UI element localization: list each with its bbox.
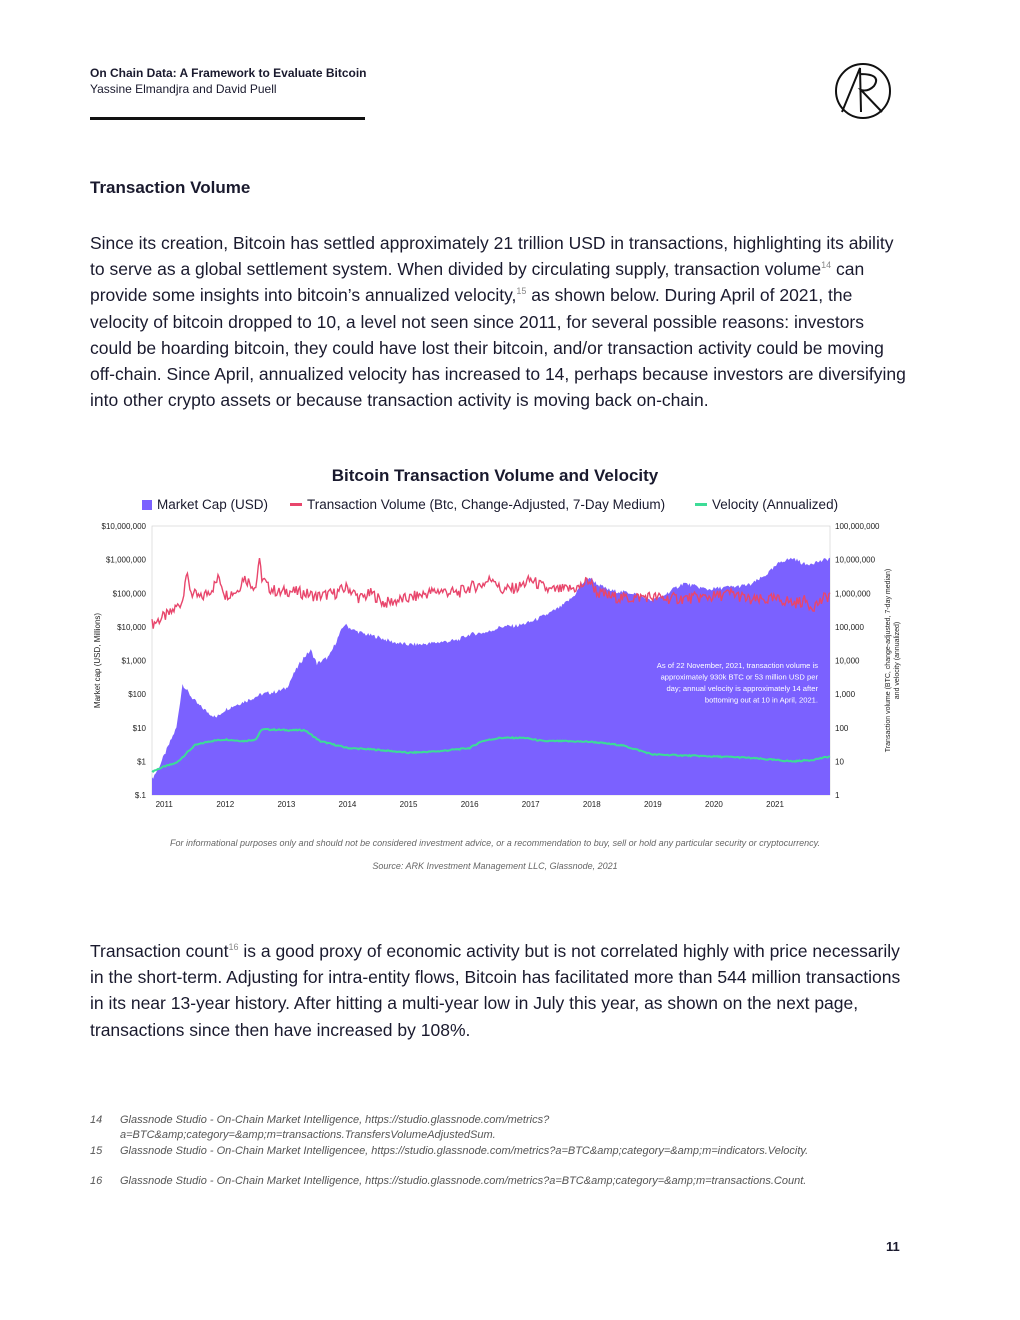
document-title: On Chain Data: A Framework to Evaluate Bitcoin [90, 66, 367, 80]
y-left-tick-label: $10 [132, 723, 146, 733]
legend-swatch-velocity [695, 503, 707, 506]
legend-swatch-market-cap [142, 500, 152, 510]
x-tick-label: 2019 [643, 800, 662, 809]
y-right-tick-label: 1 [835, 791, 840, 800]
chart-title: Bitcoin Transaction Volume and Velocity [331, 466, 659, 485]
y-right-tick-label: 10 [835, 757, 844, 767]
footnote-ref-14[interactable]: 14 [821, 260, 832, 271]
y-left-tick-label: $1,000 [121, 656, 146, 666]
velocity-chart [86, 516, 916, 816]
y-right-tick-label: 1,000,000 [835, 589, 871, 599]
footnote-ref-15[interactable]: 15 [516, 286, 527, 297]
x-tick-label: 2018 [582, 800, 601, 809]
x-tick-label: 2015 [399, 800, 418, 809]
ark-logo-icon [834, 62, 892, 120]
y-left-tick-label: $.1 [134, 791, 146, 800]
y-left-tick-label: $1 [137, 757, 146, 767]
disclaimer: For informational purposes only and should not be considered investment advice, or a recommendation to buy, sell or hold any particular security or cryptocurrency. [170, 838, 820, 848]
footnote-ref-16[interactable]: 16 [228, 942, 239, 953]
legend-market-cap: Market Cap (USD) [142, 497, 268, 512]
header-rule [90, 117, 365, 120]
x-tick-label: 2016 [460, 800, 479, 809]
paragraph-velocity: Since its creation, Bitcoin has settled approximately 21 trillion USD in transactions, highlighting its ability to serve as a global settlement system. When divided by circulating supply, transaction volume$^{14}$ can provide some insights into bitcoin’s annualized velocity,$^{15}$ as shown below. During April of 2021, the velocity of bitcoin dropped to 10, a level not seen since 2011, for several possible reasons: investors could be hoarding bitcoin, they could have lost their bitcoin, and/or transaction activity could be moving off-chain. Since April, annualized velocity has increased to 14, perhaps because investors are diversifying into other crypto assets or because transaction activity is moving back on-chain. [90, 233, 906, 411]
y-right-tick-label: 100,000 [835, 622, 864, 632]
paragraph-transaction-count: Transaction count$^{16}$ is a good proxy of economic activity but is not correlated highly with price necessarily in the short-term. Adjusting for intra-entity flows, Bitcoin has facilitated more than 544 million transactions in its near 13-year history. After hitting a multi-year low in July this year, as shown on the next page, transactions since then have increased by 108%. [90, 941, 901, 1040]
y-left-tick-label: $10,000,000 [101, 522, 146, 531]
section-heading: Transaction Volume [90, 178, 251, 197]
y-right-tick-label: 100,000,000 [835, 522, 880, 531]
y-left-tick-label: $1,000,000 [105, 555, 146, 565]
y-left-tick-label: $10,000 [117, 622, 146, 632]
x-tick-label: 2013 [277, 800, 296, 809]
legend-velocity: Velocity (Annualized) [695, 497, 838, 512]
y-right-tick-label: 10,000,000 [835, 555, 876, 565]
x-tick-label: 2020 [705, 800, 723, 809]
x-tick-label: 2021 [766, 800, 784, 809]
x-tick-label: 2012 [216, 800, 235, 809]
legend-transaction-volume: Transaction Volume (Btc, Change-Adjusted, 7-Day Medium) [290, 497, 665, 512]
x-tick-label: 2014 [338, 800, 357, 809]
page-number: 11 [886, 1239, 900, 1254]
document-authors: Yassine Elmandjra and David Puell [90, 82, 277, 96]
y-right-tick-label: 1,000 [835, 690, 856, 700]
y-left-tick-label: $100,000 [112, 589, 146, 599]
legend-swatch-transaction-volume [290, 503, 302, 506]
y-right-tick-label: 10,000 [835, 656, 860, 666]
y-right-axis-label: Transaction volume (BTC, change-adjusted, 7-day median) and velocity (annualized) [885, 568, 901, 753]
y-left-axis-label: Market cap (USD, Millions) [93, 612, 102, 709]
chart-annotation: As of 22 November, 2021, transaction volume is approximately 930k BTC or 53 million USD per day; annual velocity is approximately 14 after bottoming out at 10 in April, 2021. [656, 661, 818, 705]
y-right-tick-label: 100 [835, 723, 849, 733]
x-tick-label: 2011 [155, 800, 173, 809]
source-note: Source: ARK Investment Management LLC, Glassnode, 2021 [372, 861, 618, 871]
x-tick-label: 2017 [521, 800, 540, 809]
y-left-tick-label: $100 [128, 690, 146, 700]
